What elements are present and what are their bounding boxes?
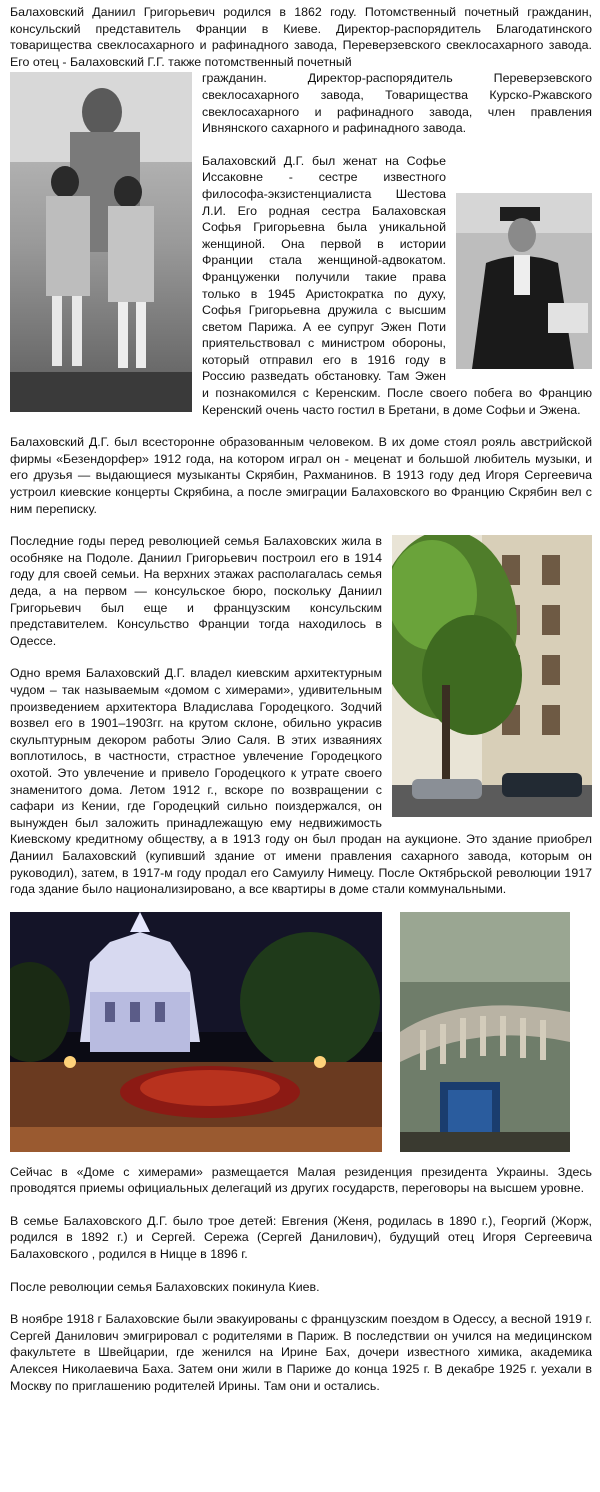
paragraph-biography-intro: Балаховский Даниил Григорьевич родился в 1862 году. Потомственный почетный гражданин, консульский представитель Франции в Киеве. Директор-распорядитель Благодатинского товарищества свеклосахарного и рафинадного завода, Переверзевского свеклосахарного завода. Его отец - Балаховский Г.Г. также потомственный почетный (10, 5, 592, 69)
paragraph-house-with-chimeras: Одно время Балаховский Д.Г. владел киевским архитектурным чудом – так называемым «домом с химерами», удивительным произведением архитектора Владислава Городецкого. Зодчий возвел его в 1901–1903гг. на крутом склоне, обильно украсив скульптурным декором работы Элио Саля. В этих изваяниях воплотилось, в частности, страстное увлечение Городецкого охотой. Это увлечение и привело Городецкого к утрате своего знаменитого дома. Летом 1912 г., вскоре по возвращении с сафари из Кении, где Городецкий сильно поиздержался, он вынужден был заложить принадлежащую ему недвижимость Киевскому кредитному обществу, а в 1913 году он был продан на аукционе. Это здание приобрел Даниил Балаховский (купивший здание от имени правления сахарного завода, которым он руководил), затем, в 1917-м году продал его Самуилу Нимецу. После Октябрьской революции 1917 года здание было национализировано, а все квартиры в доме стали коммунальными. (10, 666, 592, 897)
photo-row (10, 912, 592, 1152)
article (10, 4, 592, 1394)
paragraph-left-kiev: После революции семья Балаховских покинула Киев. (10, 1279, 320, 1294)
photo-staircase-interior (400, 912, 570, 1152)
paragraph-children: В семье Балаховского Д.Г. было трое детей: Евгения (Женя, родилась в 1890 г.), Георгий (Жорж, родился в 1892 г.) и Сергей. Сережа (Сергей Данилович), будущий отец Игоря Сергеевича Балаховского , родился в Ницце в 1896 г. (10, 1213, 592, 1262)
paragraph-presidential-residence: Сейчас в «Доме с химерами» размещается Малая резиденция президента Украины. Здесь проводятся приемы официальных делегаций из других государств, переговоры на высшем уровне. (10, 1164, 592, 1196)
paragraph-marriage: Балаховский Д.Г. был женат на Софье Иссаковне - сестре известного философа-экзистенциалиста Шестова Л.И. Его родная сестра Балаховская Софья Григорьевна была уникальной женщиной. Она первой в истории Франции стала женщиной-адвокатом. Француженки получили такие права только в 1945 Аристократка по духу, Софья Григорьевна дружила с высшим светом Парижа. А ее супруг Эжен Поти приятельствовал с министром обороны, который отправил его в 1916 году в Россию разведать обстановку. Там Эжен и познакомился с Керенским. После своего побега во Францию Керенский очень часто гостил в Бретани, в доме Софьи и Эжена. (202, 153, 592, 417)
paragraph-emigration: В ноябре 1918 г Балаховские были эвакуированы с французским поездом в Одессу, а весной 1919 г. Сергей Данилович эмигрировал с родителями в Париж. В последствии он учился на медицинском факультете в Швейцарии, где женился на Ирине Бах, дочери известного химика, академика Алексея Николаевича Баха. Затем они жили в Париже до конца 1925 г. В декабре 1925 г. уехали в Москву по приглашению родителей Ирины. Там они и остались. (10, 1312, 592, 1393)
photo-house-with-chimeras-night (10, 912, 382, 1152)
paragraph-father: гражданин. Директор-распорядитель Переверзевского свеклосахарного завода, Товарищества Курско-Ржавского свеклосахарного и рафинадного завода, член правления Ивнянского сахарного и рафинадного завода. (202, 71, 592, 136)
photo-podol-mansion (392, 535, 592, 817)
photo-sofia-balakhovskaya (456, 193, 592, 369)
photo-balakhovsky-with-granddaughters (10, 72, 192, 412)
paragraph-education-music: Балаховский Д.Г. был всесторонне образованным человеком. В их доме стоял рояль австрийской фирмы «Безендорфер» 1912 года, на котором играл он - меценат и большой любитель музыки, и его друзья — выдающиеся музыканты Скрябин, Рахманинов. В 1913 году дед Игоря Сергеевича устроил киевские концерты Скрябина, а после эмиграции Балаховского во Францию Скрябин вел с ним переписку. (10, 435, 592, 516)
paragraph-podol-mansion: Последние годы перед революцией семья Балаховских жила в особняке на Подоле. Даниил Григорьевич построил его в 1914 году для своей семьи. На верхних этажах располагалась семья деда, а на первом — консульское бюро, поскольку Даниил Григорьевич был еще и французским консульским представителем. Консульство Франции тогда находилось в Одессе. (10, 534, 382, 648)
